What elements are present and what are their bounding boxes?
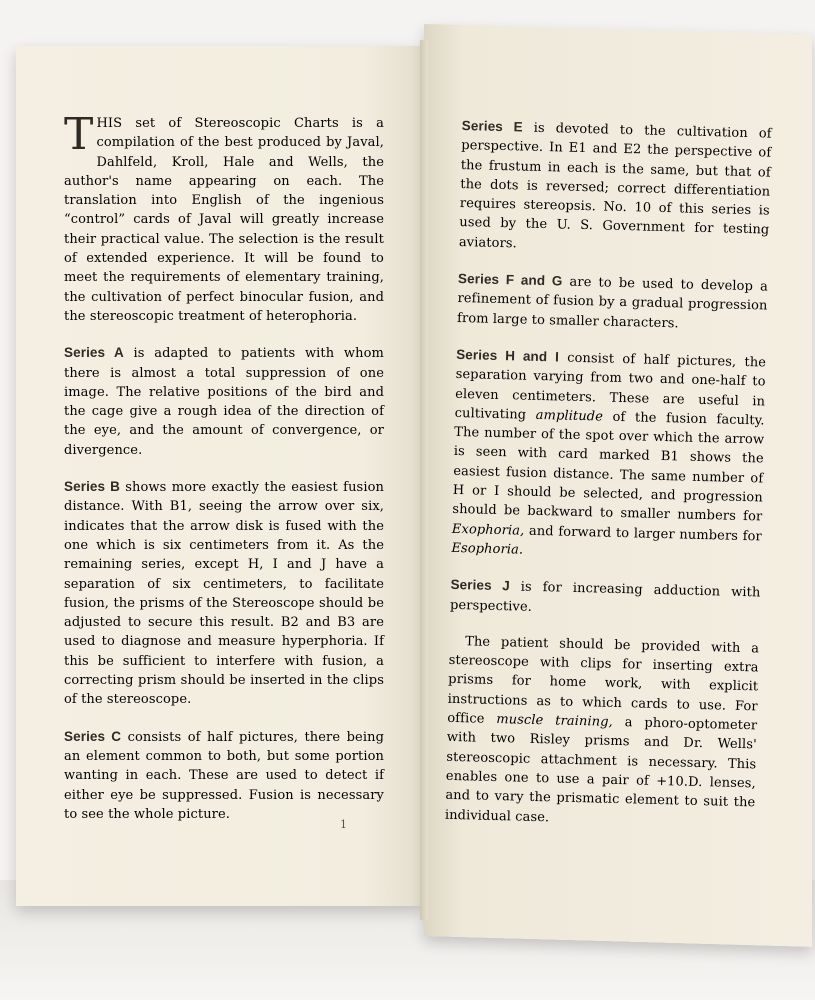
closing-paragraph (445, 632, 760, 832)
series-b-text: shows more exactly the easiest fusion distance. With B1, seeing the arrow over six, indicates that the arrow disk is fused with the one which is six centimeters from it. As the remaining series, except H, I and J have a separation of six centimeters, to facilitate fusion, the prisms of the Stereoscope should be adjusted to secure this result. B2 and B3 are used to diagnose and measure hyperphoria. If this be sufficient to interfere with fusion, a correcting prism should be inserted in the clips of the stereoscope. (64, 480, 384, 708)
page-number: 1 (340, 818, 347, 831)
series-c-text: consists of half pictures, there being an element common to both, but some portion wanting in each. These are used to detect if either eye be suppressed. Fusion is necessary to see the whole picture. (64, 729, 385, 822)
series-hi-text-1: consist of half pictures, the separation varying from two and one-half to eleven centimeters. These are useful in cultivating (454, 350, 767, 423)
series-b-paragraph (64, 477, 384, 710)
exophoria-term: Exophoria, (451, 521, 525, 539)
intro-text: HIS set of Stereoscopic Charts is a compilation of the best produced by Javal, Dahlfeld, Kroll, Hale and Wells, the author's name appearing on each. The translation into English of the ingenious “control” cards of Javal will greatly increase their practical value. The selection is the result of extended experience. It will be found to meet the requirements of elementary training, the cultivation of perfect binocular fusion, and the stereoscopic treatment of heterophoria. (64, 116, 384, 324)
series-hi-text-3: and forward to larger numbers for (524, 523, 762, 545)
closing-text-2: a phoro-optometer with two Risley prisms and Dr. Wells' stereoscopic attachment is necessary. This enables one to use a pair of +10.D. lenses, and to vary the prismatic element to suit the individual case. (444, 714, 758, 825)
series-hi-heading: Series H and I (455, 346, 560, 365)
drop-cap: T (64, 109, 94, 160)
esophoria-term: Esophoria. (451, 540, 524, 558)
right-page-text (444, 116, 772, 849)
series-fg-paragraph (457, 269, 768, 335)
muscle-training-term: muscle training, (496, 712, 614, 730)
series-j-text: is for increasing adduction with perspective. (449, 579, 761, 615)
series-j-heading: Series J (450, 577, 511, 594)
series-fg-text: are to be used to develop a refinement of fusion by a gradual progression from large to smaller characters. (456, 274, 769, 332)
closing-text-1: The patient should be provided with a stereoscope with clips for inserting extra prisms for home work, with explicit instructions as to which cards to use. For office (447, 634, 760, 728)
series-j-paragraph (450, 575, 761, 622)
series-a-heading: Series A (64, 345, 124, 361)
series-e-heading: Series E (461, 117, 523, 135)
series-b-heading: Series B (64, 479, 120, 495)
series-fg-heading: Series F and G (457, 271, 563, 289)
booklet-gutter (420, 40, 428, 920)
series-hi-text-2: of the fusion faculty. The number of the spot over which the arrow is seen with card marked B1 shows the easiest fusion distance. The same number of H or I should be selected, and progression should be backward to smaller numbers for (452, 409, 765, 525)
series-c-heading: Series C (64, 728, 122, 744)
series-e-paragraph (459, 116, 772, 260)
amplitude-term: amplitude (535, 407, 604, 425)
series-a-text: is adapted to patients with whom there is almost a total suppression of one image. The relative positions of the bird and the cage give a rough idea of the direction of the eye, and the amount of convergence, or divergence. (64, 346, 384, 458)
series-hi-paragraph (451, 345, 766, 566)
series-a-paragraph (64, 343, 384, 460)
left-page-text (64, 109, 385, 841)
intro-paragraph (64, 109, 384, 326)
series-e-text: is devoted to the cultivation of perspective. In E1 and E2 the perspective of the frustum in each is the same, but that of the dots is reversed; correct differentiation requires stereopsis. No. 10 of this series is used by the U. S. Government for testing aviators. (458, 120, 772, 252)
series-c-paragraph (64, 727, 384, 824)
